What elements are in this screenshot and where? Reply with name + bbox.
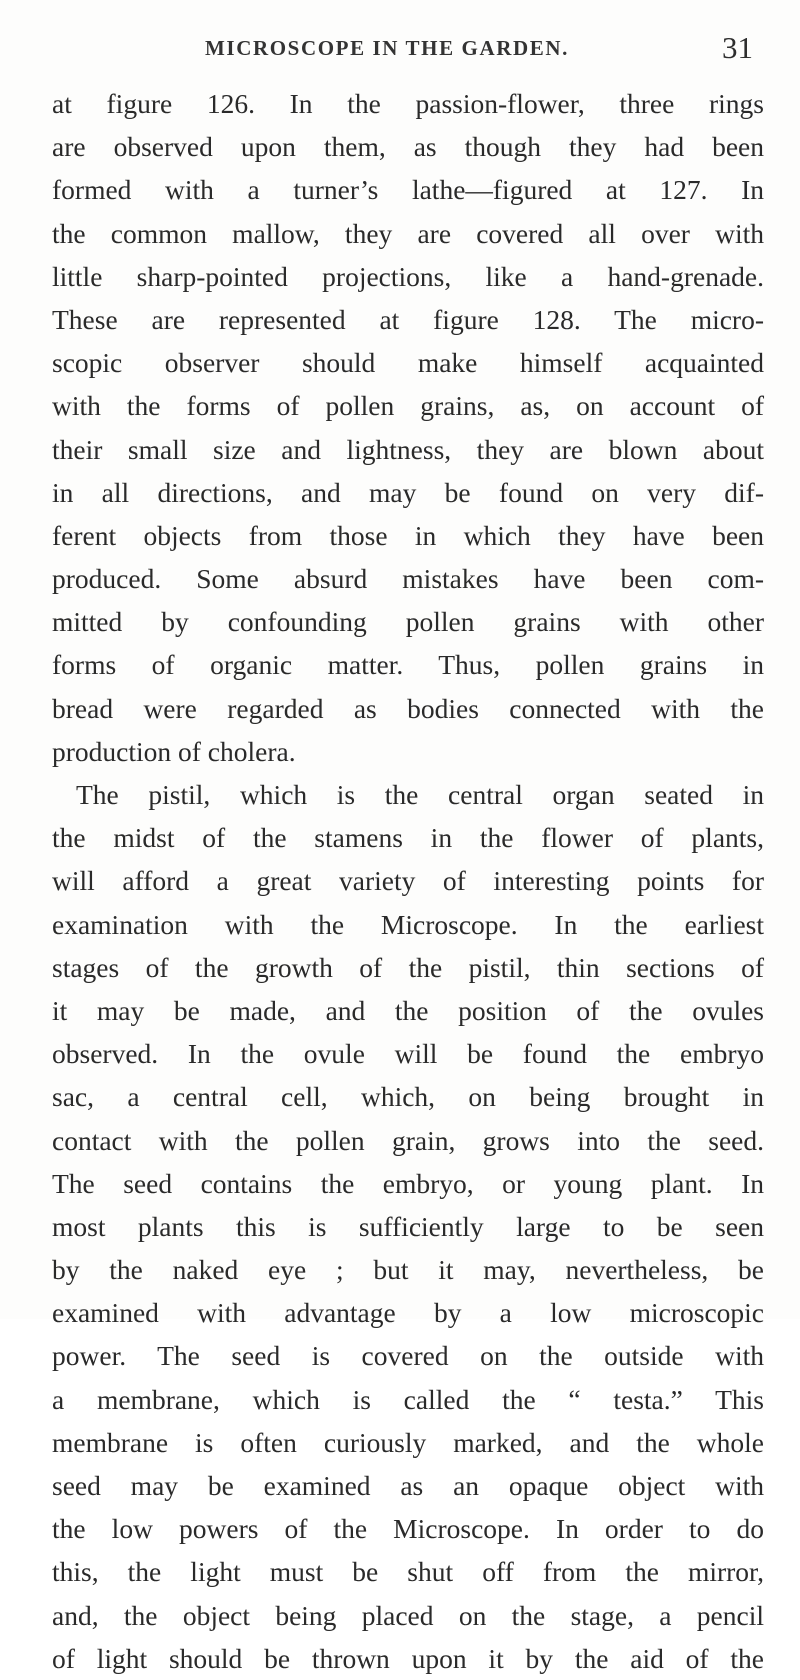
text-line: with the forms of pollen grains, as, on account of xyxy=(52,390,764,422)
text-line: little sharp-pointed projections, like a hand-grenade. xyxy=(52,260,764,292)
text-line: this, the light must be shut off from the mirror, xyxy=(52,1556,764,1588)
text-line: the common mallow, they are covered all over with xyxy=(52,217,764,249)
text-line: ferent objects from those in which they have been xyxy=(52,519,764,551)
text-line: sac, a central cell, which, on being brought in xyxy=(52,1081,764,1113)
text-line: stages of the growth of the pistil, thin sections of xyxy=(52,951,764,983)
text-line: by the naked eye ; but it may, nevertheless, be xyxy=(52,1254,764,1286)
text-line: membrane is often curiously marked, and the whole xyxy=(52,1426,764,1458)
text-line: produced. Some absurd mistakes have been com- xyxy=(52,563,764,595)
text-line: contact with the pollen grain, grows into the seed. xyxy=(52,1124,764,1156)
text-line: observed. In the ovule will be found the embryo xyxy=(52,1038,764,1070)
text-line: their small size and lightness, they are blown about xyxy=(52,433,764,465)
text-line: a membrane, which is called the “ testa.” This xyxy=(52,1383,764,1415)
text-line: bread were regarded as bodies connected with the xyxy=(52,692,764,724)
text-line: most plants this is sufficiently large to be seen xyxy=(52,1210,764,1242)
text-line: examination with the Microscope. In the earliest xyxy=(52,908,764,940)
text-line: the low powers of the Microscope. In order to do xyxy=(52,1513,764,1545)
text-line: the midst of the stamens in the flower of plants, xyxy=(52,822,764,854)
text-line: examined with advantage by a low microscopic xyxy=(52,1297,764,1329)
text-line: forms of organic matter. Thus, pollen grains in xyxy=(52,649,764,681)
text-line: are observed upon them, as though they had been xyxy=(52,131,764,163)
running-head xyxy=(0,30,800,70)
text-line: of light should be thrown upon it by the aid of the xyxy=(52,1642,764,1674)
running-title: MICROSCOPE IN THE GARDEN. xyxy=(205,36,569,60)
text-line: in all directions, and may be found on very dif- xyxy=(52,476,764,508)
paragraph-start-line: The pistil, which is the central organ seated in xyxy=(76,779,764,810)
text-line: power. The seed is covered on the outside with xyxy=(52,1340,764,1372)
text-line: will afford a great variety of interesting points for xyxy=(52,865,764,897)
text-line: mitted by confounding pollen grains with other xyxy=(52,606,764,638)
paragraph-end-line: production of cholera. xyxy=(52,735,296,767)
text-line: and, the object being placed on the stage, a pencil xyxy=(52,1599,764,1631)
page-number: 31 xyxy=(722,30,753,65)
body-text xyxy=(52,82,764,1680)
text-line: scopic observer should make himself acquainted xyxy=(52,347,764,379)
text-line: seed may be examined as an opaque object with xyxy=(52,1470,764,1501)
text-line: at figure 126. In the passion-flower, three rings xyxy=(52,88,764,119)
text-line: These are represented at figure 128. The micro- xyxy=(52,303,764,335)
text-line: it may be made, and the position of the ovules xyxy=(52,994,764,1026)
text-line: formed with a turner’s lathe—figured at 127. In xyxy=(52,174,764,206)
text-line: The seed contains the embryo, or young plant. In xyxy=(52,1167,764,1199)
